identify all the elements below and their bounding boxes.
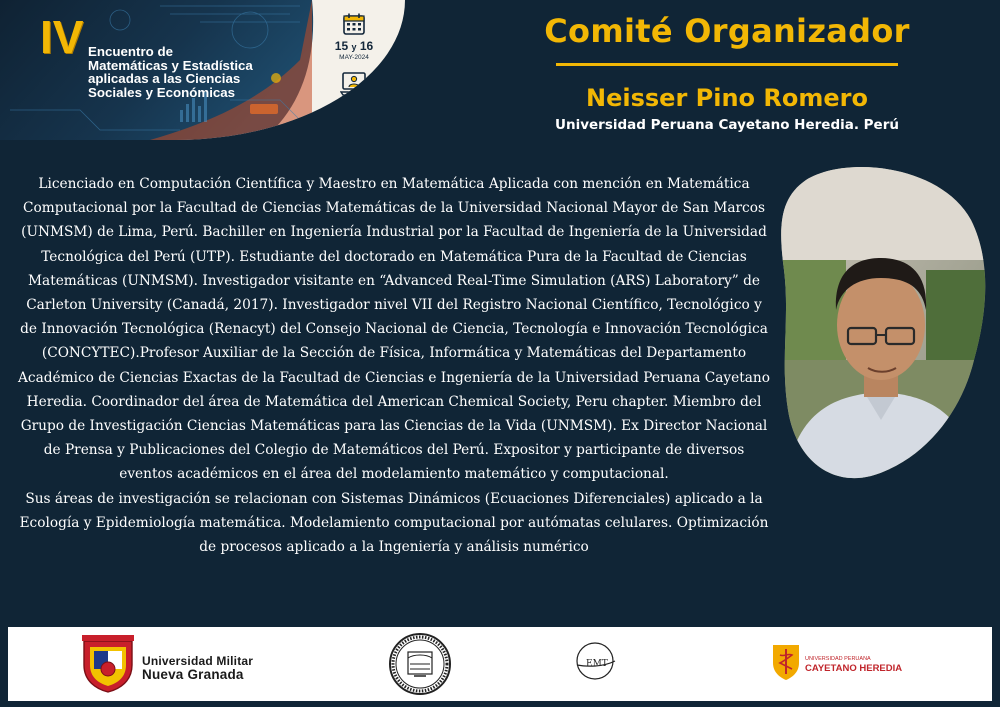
umng-name-line: Universidad Militar (142, 654, 254, 668)
ch-name-line: CAYETANO HEREDIA (805, 663, 903, 674)
modality-line: Virtual (344, 107, 364, 114)
event-banner (0, 0, 405, 140)
date-end: 16 (359, 39, 374, 53)
date-start: 15 (334, 39, 349, 53)
umng-name-line: Nueva Granada (142, 667, 244, 682)
event-title-line: Encuentro de (88, 44, 173, 59)
calendar-icon (342, 12, 366, 36)
date-conjunction: y (351, 42, 357, 52)
person-name: Neisser Pino Romero (586, 84, 868, 112)
laptop-icon (340, 71, 368, 97)
event-month: MAY-2024 (339, 54, 369, 61)
umng-crest-icon (80, 635, 136, 693)
cayetano-heredia-wordmark (805, 656, 902, 674)
sponsor-logos (8, 627, 992, 701)
edition-number: IV (40, 11, 84, 63)
event-title (88, 45, 308, 99)
title-divider (556, 63, 898, 66)
bio-paragraph: Licenciado en Computación Científica y Maestro en Matemática Aplicada con mención en Matemática Computacional por la Facultad de Ciencias Matemáticas de la Universidad Nacional Mayor de San Marcos (UNMSM) de Lima, Perú. Bachiller en Ingeniería Industrial por la Facultad de Ingeniería de la Universidad Tecnológica del Perú (UTP). Estudiante del doctorado en Matemática Pura de la Facultad de Ciencias Matemáticas (UNMSM). Investigador visitante en “Advanced Real-Time Simulation (ARS) Laboratory” de Carleton University (Canadá, 2017). Investigador nivel VII del Registro Nacional Científico, Tecnológico y de Innovación Tecnológica (Renacyt) del Consejo Nacional de Ciencia, Tecnología e Innovación Tecnológica (CONCYTEC).Profesor Auxiliar de la Sección de Física, Informática y Matemáticas del Departamento Académico de Ciencias Exactas de la Facultad de Ciencias e Ingeniería de la Universidad Peruana Cayetano Heredia. Coordinador del área de Matemática del American Chemical Society, Peru chapter. Miembro del Grupo de Investigación Ciencias Matemáticas para las Ciencias de la Vida (UNMSM). Ex Director Nacional de Prensa y Publicaciones del Colegio de Matemáticos del Perú. Expositor y participante de diversos eventos académicos en el área del modelamiento matemático y computacional. (18, 176, 770, 483)
person-affiliation: Universidad Peruana Cayetano Heredia. Perú (555, 117, 899, 133)
portrait-photo (776, 160, 986, 480)
emt-logo-icon (573, 639, 619, 683)
event-title-line: aplicadas a las Ciencias (88, 71, 241, 86)
institution-seal-icon (388, 632, 452, 696)
event-info (330, 12, 378, 115)
ch-name-line: UNIVERSIDAD PERUANA (805, 656, 871, 662)
umng-wordmark (142, 655, 253, 681)
modality-line: Modalidad (337, 99, 371, 106)
event-modality (330, 99, 378, 115)
section-title: Comité Organizador (544, 12, 910, 50)
event-title-line: Sociales y Económicas (88, 84, 236, 100)
event-dates (330, 39, 378, 53)
biography (18, 172, 770, 559)
cayetano-heredia-shield-icon (771, 643, 801, 681)
bio-paragraph: Sus áreas de investigación se relacionan con Sistemas Dinámicos (Ecuaciones Diferenciales) aplicado a la Ecología y Epidemiología matemática. Modelamiento computacional por autómatas celulares. Optimización de procesos aplicado a la Ingeniería y análisis numérico (19, 490, 769, 556)
event-title-line: Matemáticas y Estadística (88, 57, 253, 73)
emt-mark-text: EMT (586, 659, 608, 669)
